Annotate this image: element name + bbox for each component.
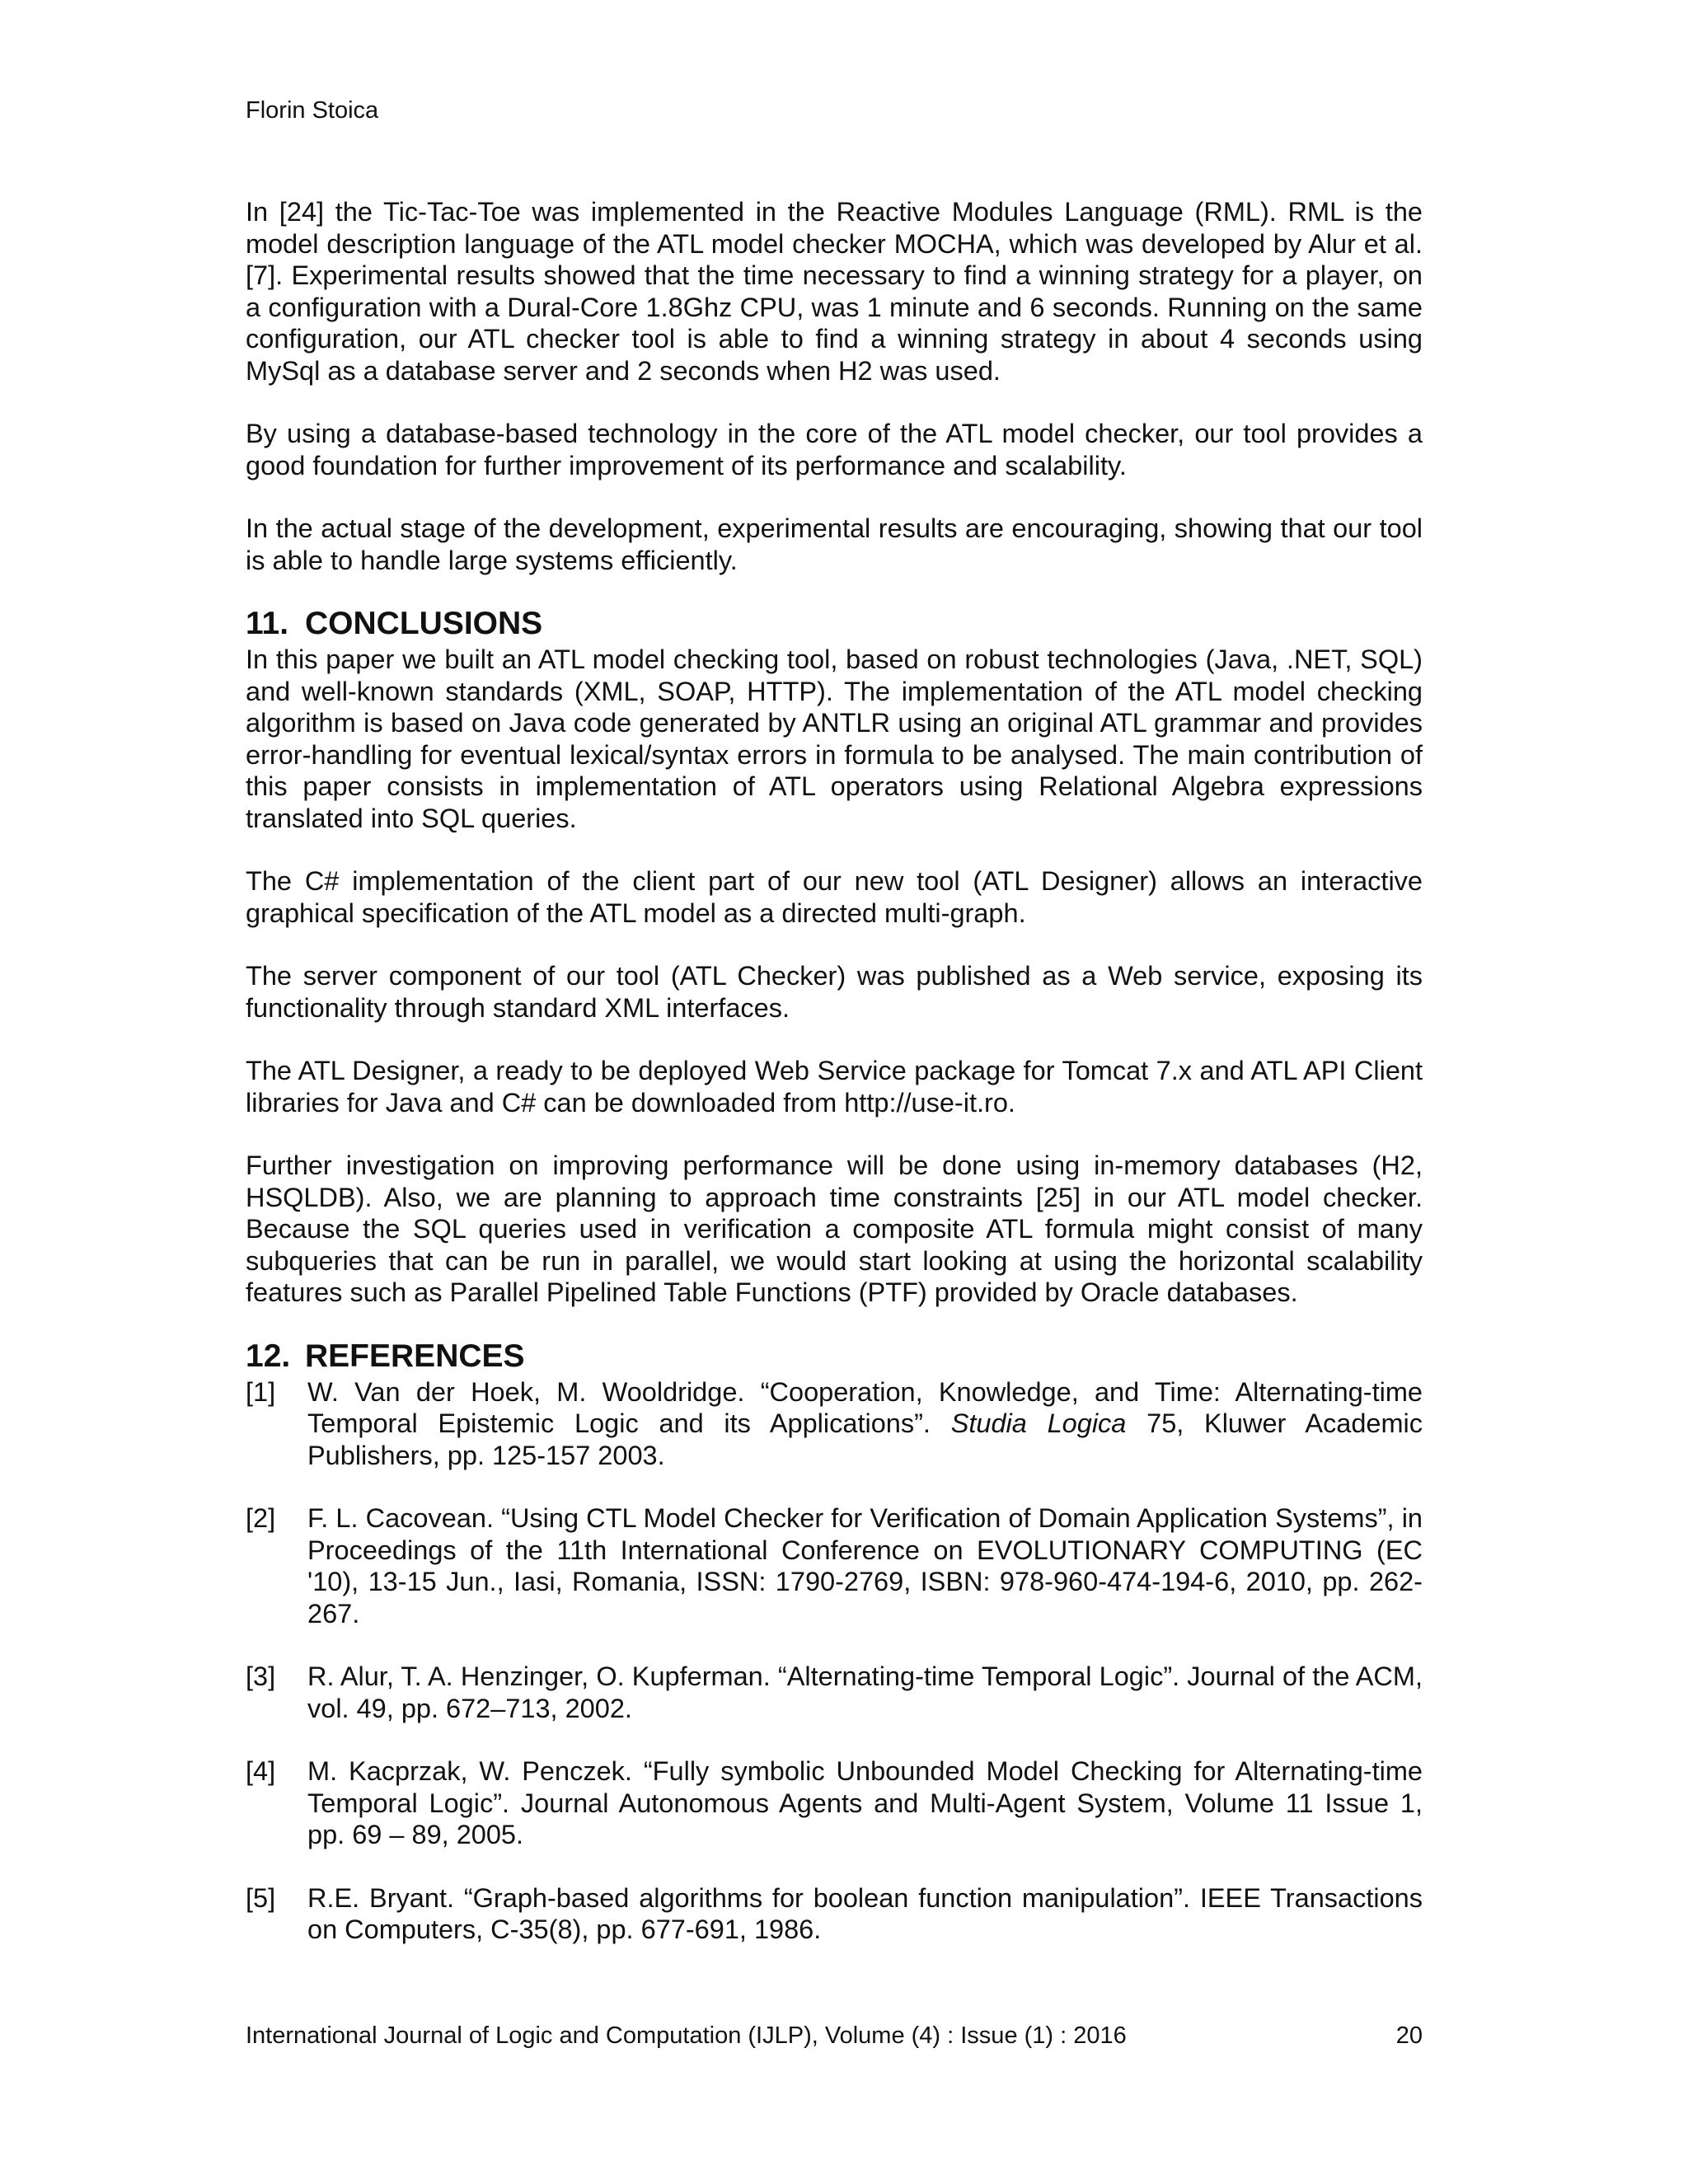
body-paragraph: By using a database-based technology in the core of the ATL model checker, our tool provides a good foundation for further improvement of its performance and scalability.	[246, 419, 1423, 480]
section-heading-conclusions	[246, 606, 1423, 642]
reference-item	[246, 1755, 1423, 1851]
journal-name: Studia Logica	[950, 1408, 1127, 1438]
reference-label: [3]	[246, 1661, 276, 1691]
reference-text: M. Kacprzak, W. Penczek. “Fully symbolic Unbounded Model Checking for Alternating-time Temporal Logic”. Journal Autonomous Agents and Multi-Agent System, Volume 11 Issue 1, pp. 69 – 89, 2005.	[307, 1756, 1423, 1849]
body-paragraph: In the actual stage of the development, experimental results are encouraging, showing that our tool is able to handle large systems efficiently.	[246, 513, 1423, 575]
section-title: REFERENCES	[305, 1338, 525, 1374]
section-number: 11.	[246, 606, 289, 641]
reference-text: W. Van der Hoek, M. Wooldridge. “Cooperation, Knowledge, and Time: Alternating-time Temporal Epistemic Logic and its Applications”. Studia Logica 75, Kluwer Academic Publishers, pp. 125-157 2003.	[307, 1376, 1423, 1470]
conclusions-paragraph: The ATL Designer, a ready to be deployed Web Service package for Tomcat 7.x and ATL API Client libraries for Java and C# can be downloaded from http://use-it.ro.	[246, 1056, 1423, 1118]
reference-label: [2]	[246, 1503, 276, 1533]
reference-item	[246, 1882, 1423, 1946]
body-paragraph: In [24] the Tic-Tac-Toe was implemented in the Reactive Modules Language (RML). RML is the model description language of the ATL model checker MOCHA, which was developed by Alur et al. [7]. Experimental results showed that the time necessary to find a winning strategy for a player, on a configuration with a Dural-Core 1.8Ghz CPU, was 1 minute and 6 seconds. Running on the same configuration, our ATL checker tool is able to find a winning strategy in about 4 seconds using MySql as a database server and 2 seconds when H2 was used.	[246, 197, 1423, 386]
reference-item	[246, 1376, 1423, 1472]
reference-text: R.E. Bryant. “Graph-based algorithms for boolean function manipulation”. IEEE Transactions on Computers, C-35(8), pp. 677-691, 1986.	[307, 1882, 1423, 1944]
page-body	[246, 196, 1423, 1977]
conclusions-paragraph: In this paper we built an ATL model checking tool, based on robust technologies (Java, .NET, SQL) and well-known standards (XML, SOAP, HTTP). The implementation of the ATL model checking algorithm is based on Java code generated by ANTLR using an original ATL grammar and provides error-handling for eventual lexical/syntax errors in formula to be analysed. The main contribution of this paper consists in implementation of ATL operators using Relational Algebra expressions translated into SQL queries.	[246, 644, 1423, 833]
section-title: CONCLUSIONS	[305, 606, 543, 641]
reference-text: R. Alur, T. A. Henzinger, O. Kupferman. “Alternating-time Temporal Logic”. Journal of the ACM, vol. 49, pp. 672–713, 2002.	[307, 1661, 1423, 1723]
reference-text: F. L. Cacovean. “Using CTL Model Checker for Verification of Domain Application Systems”, in Proceedings of the 11th International Conference on EVOLUTIONARY COMPUTING (EC '10), 13-15 Jun., Iasi, Romania, ISSN: 1790-2769, ISBN: 978-960-474-194-6, 2010, pp. 262-267.	[307, 1503, 1423, 1629]
page-number: 20	[1395, 2022, 1423, 2049]
page-footer	[246, 2022, 1423, 2050]
reference-item	[246, 1661, 1423, 1724]
footer-journal-citation: International Journal of Logic and Computation (IJLP), Volume (4) : Issue (1) : 2016	[246, 2022, 1127, 2049]
reference-item	[246, 1502, 1423, 1629]
conclusions-paragraph: Further investigation on improving performance will be done using in-memory databases (H2, HSQLDB). Also, we are planning to approach time constraints [25] in our ATL model checker. Because the SQL queries used in verification a composite ATL formula might consist of many subqueries that can be run in parallel, we would start looking at using the horizontal scalability features such as Parallel Pipelined Table Functions (PTF) provided by Oracle databases.	[246, 1151, 1423, 1307]
conclusions-paragraph: The server component of our tool (ATL Checker) was published as a Web service, exposing its functionality through standard XML interfaces.	[246, 961, 1423, 1023]
section-heading-references	[246, 1338, 1423, 1375]
running-header-author: Florin Stoica	[246, 97, 379, 124]
conclusions-paragraph: The C# implementation of the client part of our new tool (ATL Designer) allows an interactive graphical specification of the ATL model as a directed multi-graph.	[246, 866, 1423, 928]
reference-label: [5]	[246, 1882, 276, 1913]
reference-label: [4]	[246, 1756, 276, 1786]
section-number: 12.	[246, 1338, 291, 1374]
reference-label: [1]	[246, 1376, 276, 1407]
